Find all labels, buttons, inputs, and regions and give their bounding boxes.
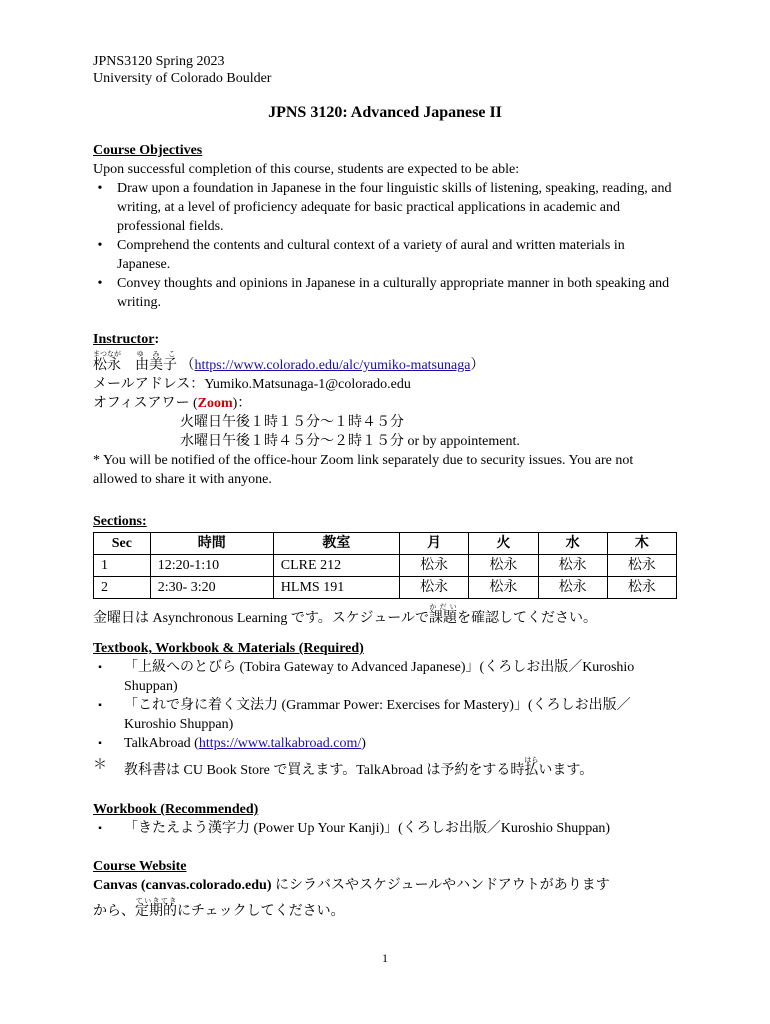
instructor-given-name: 由美子ゆ み こ bbox=[135, 350, 177, 373]
square-bullet-icon: ▪ bbox=[98, 738, 102, 749]
talkabroad-link[interactable]: https://www.talkabroad.com/ bbox=[198, 736, 362, 751]
sections-heading: Sections: bbox=[93, 514, 147, 529]
page-number: 1 bbox=[382, 951, 388, 965]
instructor-section bbox=[93, 330, 680, 489]
office-hours-line: オフィスアワー (Zoom)： bbox=[93, 396, 252, 411]
email-line: メールアドレス：Yumiko.Matsunaga-1@colorado.edu bbox=[93, 377, 411, 392]
table-row: 1 12:20-1:10 CLRE 212 松永 松永 松永 松永 bbox=[94, 555, 677, 577]
table-header-row: Sec 時間 教室 月 火 水 木 bbox=[94, 533, 677, 555]
workbook-section bbox=[93, 800, 680, 838]
course-term: JPNS3120 Spring 2023 bbox=[93, 54, 225, 69]
office-hours-tuesday: 火曜日午後１時１５分～１時４５分 bbox=[180, 415, 404, 430]
textbooks-heading: Textbook, Workbook & Materials (Required) bbox=[93, 641, 364, 656]
university-name: University of Colorado Boulder bbox=[93, 71, 272, 86]
instructor-profile-link[interactable]: https://www.colorado.edu/alc/yumiko-matsunaga bbox=[194, 358, 471, 373]
sections-section bbox=[93, 512, 680, 628]
textbooks-section bbox=[93, 639, 680, 780]
website-heading: Course Website bbox=[93, 859, 187, 874]
list-item: ▪ 「きたえよう漢字力 (Power Up Your Kanji)」(くろしお出版／Kuroshio Shuppan) bbox=[93, 819, 680, 838]
list-item: ＊ 教科書は CU Book Store で買えます。TalkAbroad は予約をする時払はらいます。 bbox=[93, 756, 594, 778]
objectives-intro: Upon successful completion of this course, students are expected to be able: bbox=[93, 162, 520, 177]
list-item: • Convey thoughts and opinions in Japanese in a culturally appropriate manner in both speaking and writing. bbox=[93, 274, 680, 312]
email-address: Yumiko.Matsunaga-1@colorado.edu bbox=[204, 377, 411, 392]
zoom-note: * You will be notified of the office-hour Zoom link separately due to security issues. You are not allowed to share it with anyone. bbox=[93, 453, 634, 487]
bullet-icon: • bbox=[97, 181, 103, 196]
bullet-icon: • bbox=[97, 238, 103, 253]
list-item: ▪ 「上級へのとびら (Tobira Gateway to Advanced Japanese)」(くろしお出版／Kuroshio Shuppan) bbox=[93, 658, 680, 696]
asterisk-icon: ＊ bbox=[93, 758, 107, 773]
instructor-name-line: 松永まつなが 由美子ゆ み こ （https://www.colorado.edu/alc/yumiko-matsunaga） bbox=[93, 350, 485, 373]
objectives-heading: Course Objectives bbox=[93, 143, 203, 158]
list-item: • Comprehend the contents and cultural context of a variety of aural and written materials in Japanese. bbox=[93, 236, 680, 274]
list-item: ▪ TalkAbroad (https://www.talkabroad.com/) bbox=[93, 734, 680, 753]
objectives-list bbox=[93, 179, 680, 312]
instructor-heading: Instructor: bbox=[93, 332, 160, 347]
square-bullet-icon: ▪ bbox=[98, 700, 102, 711]
course-header bbox=[93, 53, 680, 87]
square-bullet-icon: ▪ bbox=[98, 823, 102, 834]
textbooks-list bbox=[93, 658, 680, 780]
objectives-section bbox=[93, 141, 680, 312]
page-title: JPNS 3120: Advanced Japanese II bbox=[268, 104, 502, 121]
workbook-heading: Workbook (Recommended) bbox=[93, 802, 259, 817]
friday-note: 金曜日は Asynchronous Learning です。スケジュールで課題か だ いを確認してください。 bbox=[93, 603, 597, 626]
bullet-icon: • bbox=[97, 276, 103, 291]
schedule-table bbox=[93, 532, 677, 599]
website-text: Canvas (canvas.colorado.edu) にシラバスやスケジュールやハンドアウトがあります bbox=[93, 878, 610, 893]
list-item: • Draw upon a foundation in Japanese in the four linguistic skills of listening, speaking, reading, and writing, at a level of proficiency adequate for basic practical applications in academic and professional fields. bbox=[93, 179, 680, 236]
instructor-surname: 松永まつなが bbox=[93, 350, 121, 373]
zoom-label: Zoom bbox=[197, 396, 233, 411]
website-section: Course Website Canvas (canvas.colorado.edu) にシラバスやスケジュールやハンドアウトがあります から、定期的ていきてきにチェックしてください。 bbox=[93, 857, 680, 921]
table-row: 2 2:30- 3:20 HLMS 191 松永 松永 松永 松永 bbox=[94, 577, 677, 599]
list-item: ▪ 「これで身に着く文法力 (Grammar Power: Exercises for Mastery)」(くろしお出版／Kuroshio Shuppan) bbox=[93, 696, 680, 734]
square-bullet-icon: ▪ bbox=[98, 662, 102, 673]
office-hours-wednesday: 水曜日午後１時４５分～２時１５分 or by appointement. bbox=[180, 434, 520, 449]
